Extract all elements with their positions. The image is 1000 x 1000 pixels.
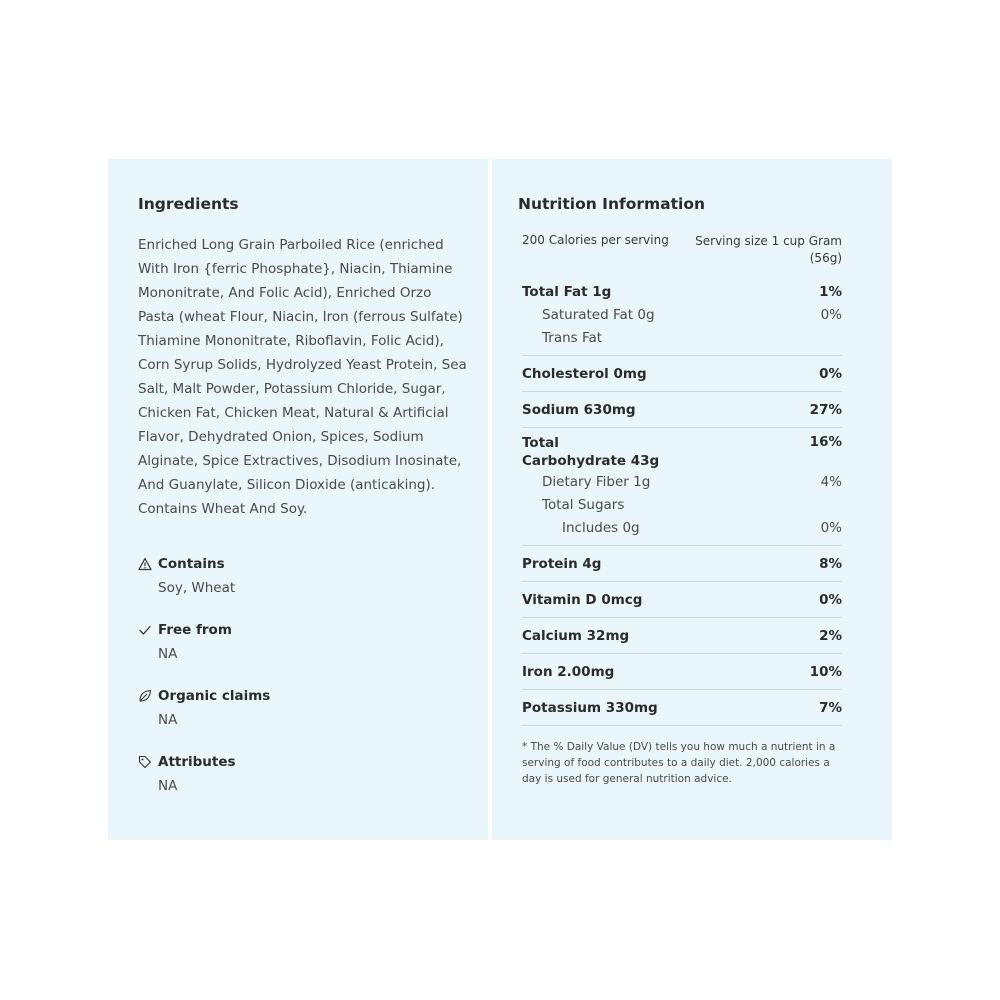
- nutrient-label: Saturated Fat 0g: [542, 306, 655, 323]
- table-row: [522, 588, 842, 611]
- table-row: [522, 493, 842, 516]
- nutrient-dv: 27%: [809, 401, 842, 418]
- nutrient-label: Calcium 32mg: [522, 627, 630, 644]
- tag-icon: [138, 755, 152, 769]
- ingredients-heading: Ingredients: [138, 195, 239, 213]
- nutrient-dv: 0%: [819, 591, 842, 608]
- nutrient-label: Protein 4g: [522, 555, 602, 572]
- fact-value: NA: [158, 778, 178, 794]
- fact-title: Contains: [158, 556, 225, 572]
- nutrient-dv: 0%: [819, 365, 842, 382]
- nutrient-label: Includes 0g: [562, 519, 640, 536]
- ingredients-text: Enriched Long Grain Parboiled Rice (enriched With Iron {ferric Phosphate}, Niacin, Thiamine Mononitrate, And Folic Acid), Enriched Orzo Pasta (wheat Flour, Niacin, Iron (ferrous Sulfate) Thiamine Mononitrate, Riboflavin, Folic Acid), Corn Syrup Solids, Hydrolyzed Yeast Protein, Sea Salt, Malt Powder, Potassium Chloride, Sugar, Chicken Fat, Chicken Meat, Natural & Artificial Flavor, Dehydrated Onion, Spices, Sodium Alginate, Spice Extractives, Disodium Inosinate, And Guanylate, Silicon Dioxide (anticaking). Contains Wheat And Soy.: [138, 237, 467, 517]
- fact-title: Free from: [158, 622, 232, 638]
- fat-group: [522, 280, 842, 356]
- fact-free-from: [138, 619, 458, 662]
- table-row: [522, 516, 842, 539]
- nutrient-label: Sodium 630mg: [522, 401, 636, 418]
- nutrient-label: Iron 2.00mg: [522, 663, 615, 680]
- nutrient-dv: 1%: [819, 283, 842, 300]
- table-row: [522, 696, 842, 719]
- facts-list: [138, 553, 458, 817]
- nutrient-label: Potassium 330mg: [522, 699, 658, 716]
- protein-group: [522, 546, 842, 582]
- potassium-group: [522, 690, 842, 726]
- nutrient-label: Trans Fat: [542, 329, 603, 346]
- nutrient-label: Total Sugars: [542, 496, 625, 513]
- check-icon: [138, 623, 152, 637]
- nutrient-dv: 7%: [819, 699, 842, 716]
- nutrient-label: Vitamin D 0mcg: [522, 591, 643, 608]
- fact-organic-claims: [138, 685, 458, 728]
- nutrient-dv: 0%: [820, 306, 842, 323]
- nutrient-dv: 4%: [820, 473, 842, 490]
- nutrient-dv: 8%: [819, 555, 842, 572]
- carbohydrate-group: [522, 428, 842, 546]
- nutrient-label: Total Carbohydrate 43g: [522, 435, 660, 469]
- fact-contains: [138, 553, 458, 596]
- nutrient-label: Total Fat 1g: [522, 283, 612, 300]
- serving-size: Serving size 1 cup Gram (56g): [695, 234, 842, 265]
- table-row: [522, 398, 842, 421]
- fact-value: NA: [158, 712, 178, 728]
- table-row: [522, 303, 842, 326]
- cholesterol-group: [522, 356, 842, 392]
- fact-title: Organic claims: [158, 688, 271, 704]
- warning-icon: [138, 557, 152, 571]
- calcium-group: [522, 618, 842, 654]
- nutrient-dv: 16%: [809, 434, 842, 450]
- nutrition-table: [522, 280, 842, 726]
- nutrient-dv: 2%: [819, 627, 842, 644]
- table-row: [522, 552, 842, 575]
- fact-value: Soy, Wheat: [158, 580, 236, 596]
- table-row: [522, 624, 842, 647]
- nutrient-label: Cholesterol 0mg: [522, 365, 647, 382]
- sodium-group: [522, 392, 842, 428]
- ingredients-panel: [108, 159, 488, 840]
- table-row: [522, 362, 842, 385]
- fact-value: NA: [158, 646, 178, 662]
- daily-value-footnote: * The % Daily Value (DV) tells you how much a nutrient in a serving of food contributes to a daily diet. 2,000 calories a day is used for general nutrition advice.: [522, 741, 836, 785]
- nutrient-dv: 0%: [820, 519, 842, 536]
- nutrient-dv: 10%: [809, 663, 842, 680]
- fact-attributes: [138, 751, 458, 794]
- iron-group: [522, 654, 842, 690]
- table-row: [522, 326, 842, 349]
- table-row: [522, 660, 842, 683]
- table-row: [522, 280, 842, 303]
- leaf-icon: [138, 689, 152, 703]
- fact-title: Attributes: [158, 754, 236, 770]
- nutrient-label: Dietary Fiber 1g: [542, 473, 651, 490]
- table-row: [522, 434, 842, 470]
- nutrition-heading: Nutrition Information: [518, 195, 706, 213]
- calories-per-serving: 200 Calories per serving: [522, 233, 669, 247]
- nutrition-panel: [492, 159, 892, 840]
- table-row: [522, 470, 842, 493]
- vitamin-d-group: [522, 582, 842, 618]
